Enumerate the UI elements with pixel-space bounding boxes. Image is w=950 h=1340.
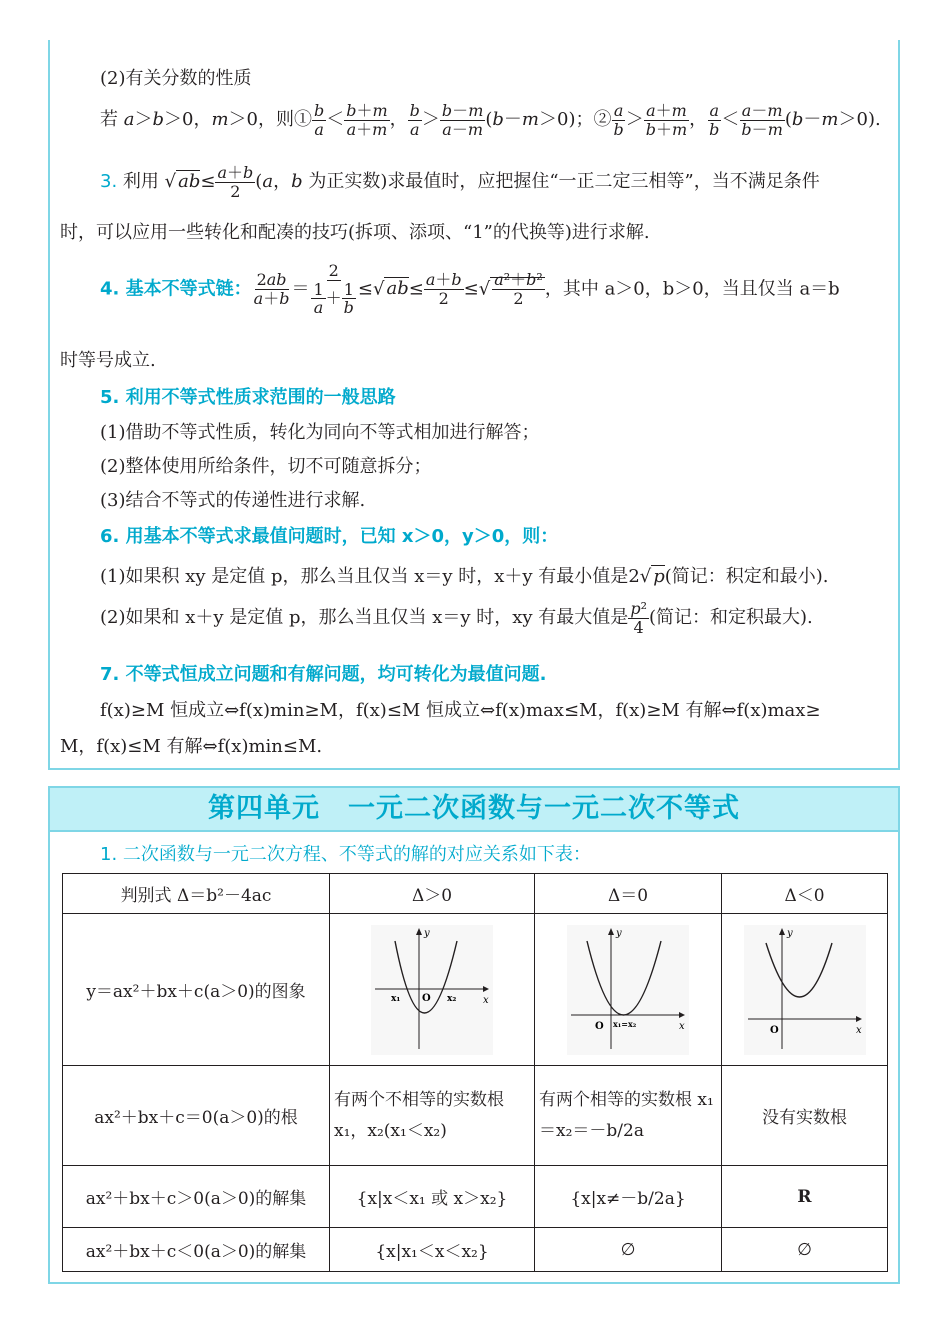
header-negative: Δ＜0 bbox=[722, 874, 888, 914]
item-4-line-2: 时等号成立. bbox=[60, 350, 156, 371]
item-3-line-2: 时，可以应用一些转化和配凑的技巧(拆项、添项、“1”的代换等)进行求解. bbox=[60, 222, 650, 243]
quadratic-table bbox=[62, 873, 888, 1272]
x2-label: x₂ bbox=[447, 993, 457, 1004]
y-axis-label: y bbox=[616, 927, 622, 939]
item-6-line-1: (1)如果积 xy 是定值 p，那么当且仅当 x＝y 时，x＋y 有最小值是2√ p(简记：积定和最小). bbox=[100, 566, 829, 587]
lt-two-roots: {x|x₁＜x＜x₂} bbox=[330, 1228, 535, 1272]
item-5-line-2: (2)整体使用所给条件，切不可随意拆分； bbox=[100, 456, 432, 477]
item-6-heading: 6. 用基本不等式求最值问题时，已知 x＞0，y＞0，则： bbox=[100, 526, 559, 547]
table-row-graph bbox=[63, 914, 888, 1066]
roots-none: 没有实数根 bbox=[722, 1066, 888, 1166]
gt-row-label: ax²＋bx＋c＞0(a＞0)的解集 bbox=[63, 1166, 330, 1228]
x-axis-label: x bbox=[679, 1020, 685, 1032]
roots-one: 有两个相等的实数根 x₁＝x₂＝－b/2a bbox=[535, 1066, 722, 1166]
roots-two: 有两个不相等的实数根 x₁，x₂(x₁＜x₂) bbox=[330, 1066, 535, 1166]
table-row-roots bbox=[63, 1066, 888, 1166]
item-7-line-1: f(x)≥M 恒成立⇔f(x)min≥M，f(x)≤M 恒成立⇔f(x)max≤M，f(x)≥M 有解⇔f(x)max≥ bbox=[100, 700, 821, 721]
header-discriminant: 判别式 Δ＝b²－4ac bbox=[63, 874, 330, 914]
table-intro: 1. 二次函数与一元二次方程、不等式的解的对应关系如下表： bbox=[100, 844, 591, 865]
item-4-chain: 4. 基本不等式链： $\frac{2ab}{a+b}$ ＝ 2 $\frac{1}{a}$ ＋ $\frac{1}{b}$ ≤√ ab≤ $\frac{a+b}{2}$ ≤√ $\frac{\text{a²＋b²}}{2}$ ，其中 a＞0，b＞0，当且仅当 a＝b bbox=[100, 261, 840, 318]
summary-box bbox=[48, 40, 900, 770]
item-7-heading: 7. 不等式恒成立问题和有解问题，均可转化为最值问题. bbox=[100, 664, 547, 685]
origin-label: O bbox=[595, 1020, 604, 1032]
origin-label: O bbox=[769, 1024, 779, 1036]
x12-label: x₁=x₂ bbox=[613, 1018, 637, 1029]
x-axis-label: x bbox=[855, 1024, 862, 1036]
item-5-line-3: (3)结合不等式的传递性进行求解. bbox=[100, 490, 366, 511]
y-axis-label: y bbox=[786, 927, 793, 939]
unit-four-box bbox=[48, 786, 900, 1284]
origin-label: O bbox=[422, 992, 431, 1004]
item-5-line-1: (1)借助不等式性质，转化为同向不等式相加进行解答； bbox=[100, 422, 540, 443]
item-7-line-2: M，f(x)≤M 有解⇔f(x)min≤M. bbox=[60, 736, 323, 757]
lt-row-label: ax²＋bx＋c＜0(a＞0)的解集 bbox=[63, 1228, 330, 1272]
header-zero: Δ＝0 bbox=[535, 874, 722, 914]
graph-row-label: y＝ax²＋bx＋c(a＞0)的图象 bbox=[63, 914, 330, 1066]
item-6-line-2: (2)如果和 x＋y 是定值 p，那么当且仅当 x＝y 时，xy 有最大值是 $\frac{\text{p²}}{4}$ (简记：和定积最大). bbox=[100, 599, 813, 637]
unit-banner: 第四单元 一元二次函数与一元二次不等式 bbox=[50, 788, 898, 832]
table-header-row bbox=[63, 874, 888, 914]
x-axis-label: x bbox=[483, 994, 489, 1006]
gt-two-roots: {x|x＜x₁ 或 x＞x₂} bbox=[330, 1166, 535, 1228]
item-3-line-1: 3. 利用 √ ab≤ $\frac{a+b}{2}$ (a，b 为正实数)求最值时，应把握住“一正二定三相等”，当不满足条件 bbox=[100, 163, 820, 201]
table-row-gt bbox=[63, 1166, 888, 1228]
graph-two-roots bbox=[330, 914, 535, 1066]
gt-no-root: R bbox=[722, 1166, 888, 1228]
x1-label: x₁ bbox=[391, 993, 401, 1004]
gt-one-root: {x|x≠－b/2a} bbox=[535, 1166, 722, 1228]
lt-one-root: ∅ bbox=[535, 1228, 722, 1272]
graph-no-root bbox=[722, 914, 888, 1066]
table-row-lt bbox=[63, 1228, 888, 1272]
roots-row-label: ax²＋bx＋c＝0(a＞0)的根 bbox=[63, 1066, 330, 1166]
y-axis-label: y bbox=[424, 927, 430, 939]
fraction-properties-formula: 若 a＞b＞0，m＞0，则① $\frac{b}{a}$ ＜ $\frac{b+m}{a+m}$ ， $\frac{b}{a}$ ＞ $\frac{b-m}{a-m}$ (b－m＞0)；② $\frac{a}{b}$ ＞ $\frac{a+m}{b+m}$ ， $\frac{a}{b}$ ＜ $\frac{a-m}{b-m}$ (b－m＞0). bbox=[100, 101, 881, 139]
fraction-properties-heading: (2)有关分数的性质 bbox=[100, 68, 252, 89]
header-positive: Δ＞0 bbox=[330, 874, 535, 914]
item-5-heading: 5. 利用不等式性质求范围的一般思路 bbox=[100, 387, 396, 408]
lt-no-root: ∅ bbox=[722, 1228, 888, 1272]
graph-one-root bbox=[535, 914, 722, 1066]
